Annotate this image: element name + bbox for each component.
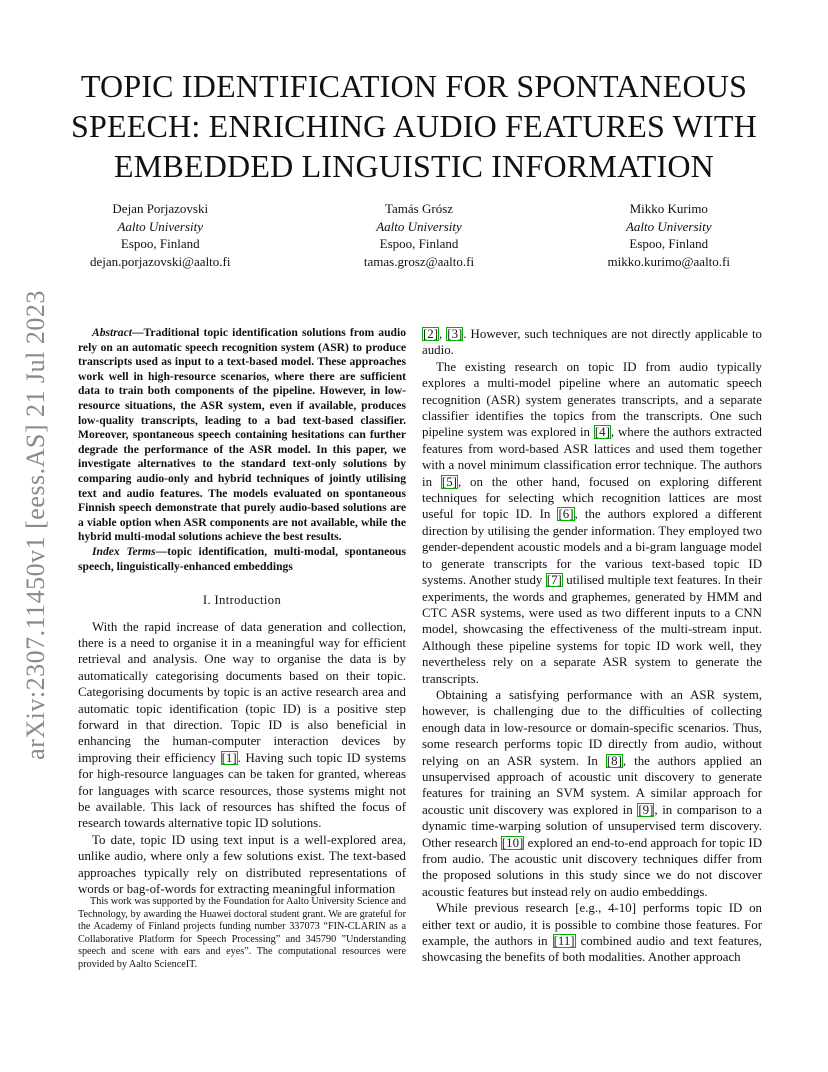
citation-link[interactable]: [3] <box>447 327 463 341</box>
paragraph-text: explored an end-to-end approach for topic ID from audio. The acoustic unit discovery techniques differ from the proposed solutions in this study since we do not discover acoustic features but instead rely on audio embeddings. <box>422 835 762 899</box>
author-email[interactable]: tamas.grosz@aalto.fi <box>363 253 475 269</box>
title-line-2: SPEECH: ENRICHING AUDIO FEATURES WITH <box>71 108 757 144</box>
paper-title <box>60 66 768 186</box>
author-location: Espoo, Finland <box>629 236 709 251</box>
abstract-label: Abstract <box>92 326 132 339</box>
title-line-1: TOPIC IDENTIFICATION FOR SPONTANEOUS <box>80 68 748 104</box>
paragraph-text: Obtaining a satisfying performance with an ASR system, however, is challenging due to the difficulties of collecting enough data in low-resource or domain-specific scenarios. Thus, some research performs topic ID directly from audio, without relying on an ASR system. In <box>422 687 762 768</box>
paragraph-text: , where the authors extracted features from word-based ASR lattices and used them together with a novel minimum classification error technique. The authors in <box>422 425 762 489</box>
paragraph-text: , the authors explored a different direction by utilising the gender information. They employed two gender-dependent acoustic models and a bi-gram language model to generate transcripts for the various text-based topic ID systems. Another study <box>422 507 763 588</box>
index-terms-text: —topic identification, multi-modal, spontaneous speech, linguistically-enhanced embeddings <box>78 544 406 573</box>
author-affiliation: Aalto University <box>376 218 462 234</box>
citation-link[interactable]: [9] <box>638 802 654 817</box>
title-line-3: EMBEDDED LINGUISTIC INFORMATION <box>114 148 714 184</box>
paragraph-text: combined audio and text features, showcasing the benefits of both modalities. Another approach <box>422 934 762 965</box>
left-column <box>78 326 406 897</box>
paragraph-text: . However, such techniques are not directly applicable to audio. <box>422 327 762 358</box>
citation-link[interactable]: [7] <box>546 573 562 588</box>
paragraph-continuation <box>422 326 762 359</box>
author-location: Espoo, Finland <box>379 236 459 251</box>
paragraph-text: utilised multiple text features. In their experiments, the words and graphemes, generated by HMM and CTC ASR systems, were used as two different inputs to a CNN model, showcasing the effectiveness of the multi-stream input. Although these pipeline systems for topic ID work well, they nevertheless rely on a separate ASR system to generate the transcripts. <box>422 573 762 686</box>
citation-link[interactable]: [2] <box>423 327 439 341</box>
citation-link[interactable]: [8] <box>606 753 622 768</box>
arxiv-identifier-text: arXiv:2307.11450v1 [eess.AS] 21 Jul 2023 <box>21 290 51 760</box>
paragraph-text: , on the other hand, focused on exploring different techniques for selecting which recognition lattices are most useful for topic ID. In <box>422 474 763 522</box>
citation-link[interactable]: [6] <box>558 507 574 522</box>
author-affiliation: Aalto University <box>117 218 204 234</box>
author-name: Dejan Porjazovski <box>112 201 209 216</box>
paragraph-text: , in comparison to a dynamic time-warping solution of unsupervised term discovery. Other research <box>422 802 762 850</box>
author-name: Tamás Grósz <box>384 201 454 216</box>
paragraph-text: , the authors applied an unsupervised approach of acoustic unit discovery to generate features for training an SVM system. A similar approach for acoustic unit discovery was explored in <box>422 753 762 817</box>
intro-paragraph-2: To date, topic ID using text input is a well-explored area, unlike audio, where only a few solutions exist. The text-based approaches typically rely on distributed representations of words or bag-of-words for extracting meaningful information <box>78 832 406 896</box>
paragraph-combined-features <box>422 900 762 966</box>
citation-link[interactable]: [5] <box>441 474 457 489</box>
index-terms <box>78 545 406 574</box>
paragraph-text: The existing research on topic ID from audio typically explores a multi-model pipeline where an automatic speech recognition (ASR) system generates transcripts, and a separate classifier identifies the topics from the transcripts. One such pipeline system was explored in <box>422 359 762 440</box>
abstract-text: —Traditional topic identification solutions from audio rely on an automatic speech recognition system (ASR) to produce transcripts used as input to a text-based model. These approaches work well in high-resource scenarios, where there are sufficient data to train both components of the pipeline. However, in low-resource situations, the ASR system, even if available, produces low-quality transcripts, leading to a bad text-based classifier. Moreover, spontaneous speech containing hesitations can further degrade the performance of the ASR model. In this paper, we investigate alternatives to the standard text-only solutions by comparing audio-only and hybrid techniques of jointly utilising text and audio features. The models evaluated on spontaneous Finnish speech demonstrate that purely audio-based solutions are a viable option when ASR components are not available, while the hybrid multi-modal solutions achieve the best results. <box>78 326 406 544</box>
author-list <box>90 200 730 270</box>
author-email[interactable]: mikko.kurimo@aalto.fi <box>607 253 730 269</box>
paragraph-text: While previous research [e.g., 4-10] performs topic ID on either text or audio, it is possible to combine those features. For example, the authors in <box>422 901 762 949</box>
section-heading: I. Introduction <box>202 593 282 608</box>
author-name: Mikko Kurimo <box>629 201 708 216</box>
abstract <box>78 326 406 545</box>
author-location: Espoo, Finland <box>120 236 200 251</box>
paragraph-asr-challenges <box>422 687 762 900</box>
citation-link[interactable]: [1] <box>221 750 237 765</box>
author-block-1 <box>90 200 230 270</box>
citation-link[interactable]: [4] <box>594 425 610 440</box>
author-email[interactable]: dejan.porjazovski@aalto.fi <box>90 253 231 269</box>
paragraph-text: , <box>439 327 447 341</box>
author-block-3 <box>608 200 730 270</box>
index-terms-label: Index Terms <box>92 544 156 558</box>
paragraph-text: With the rapid increase of data generation and collection, there is a need to organise it in a meaningful way for efficient retrieval and analysis. One way to organise the data is by automatically categorising documents based on their topic. Categorising documents by topic is an active research area and automatic topic identification (topic ID) is a positive step forward in that direction. Topic ID is also beneficial in enhancing the human-computer interaction devices by improving their efficiency <box>78 619 406 765</box>
footnote: This work was supported by the Foundation for Aalto University Science and Technology, by awarding the Huawei doctoral student grant. We are grateful for the Academy of Finland projects funding number 337073 “FIN-CLARIN as a Collaborative Platform for Speech Processing” and 345790 ”Understanding speech and scene with ears and eyes”. The computational resources were provided by Aalto ScienceIT. <box>78 896 406 970</box>
paragraph-text: . Having such topic ID systems for high-resource languages can be taken for granted, whereas for languages with scarce resources, those systems might not be available. This lack of resources has shifted the focus of research towards alternative topic ID solutions. <box>78 750 406 831</box>
citation-link[interactable]: [10] <box>501 835 524 850</box>
right-column <box>422 326 762 966</box>
paragraph-existing-research <box>422 359 762 687</box>
author-block-2 <box>364 200 474 270</box>
author-affiliation: Aalto University <box>625 218 712 234</box>
intro-paragraph-1 <box>78 619 406 832</box>
citation-link[interactable]: [11] <box>553 934 575 949</box>
arxiv-identifier-sidebar <box>6 285 66 765</box>
